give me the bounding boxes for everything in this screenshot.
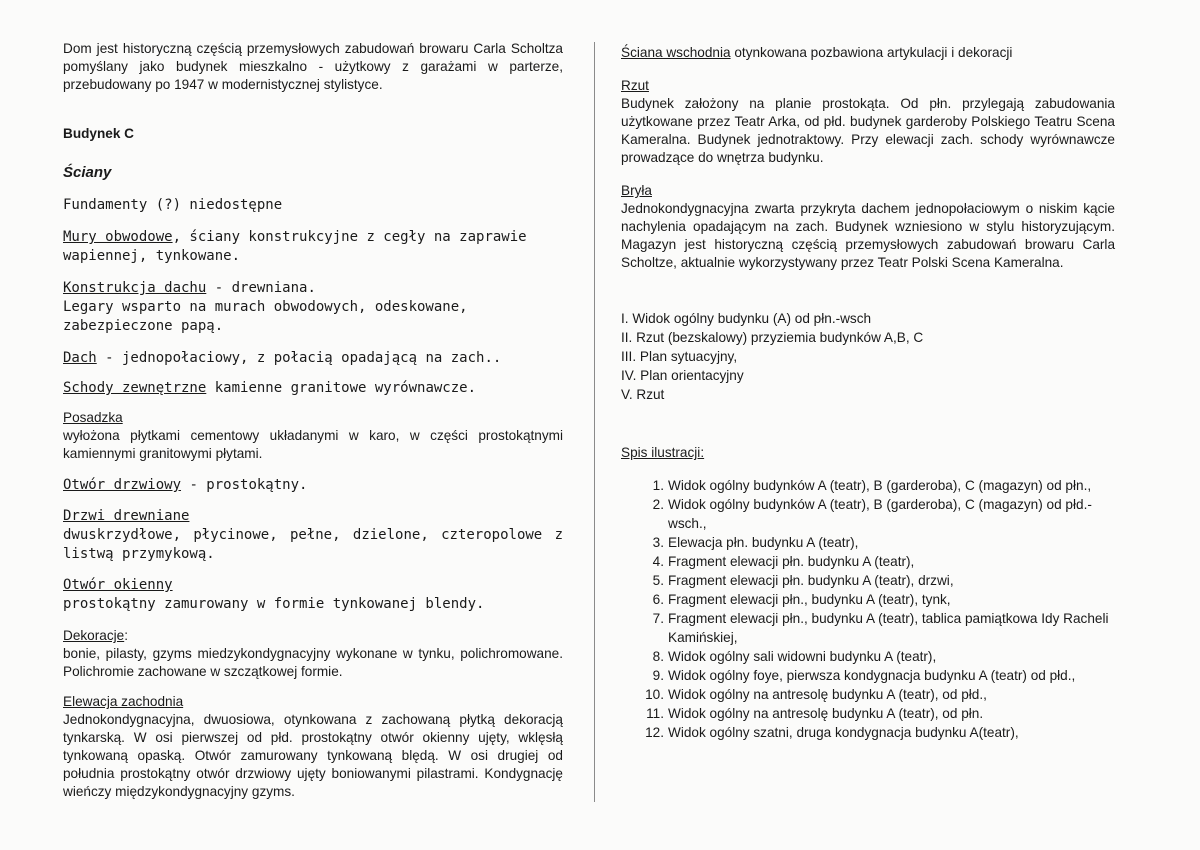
stairs-paragraph xyxy=(63,379,563,398)
wooden-door-text: dwuskrzydłowe, płycinowe, pełne, dzielone, czteropolowe z listwą przymykową. xyxy=(63,527,563,562)
roof-structure-label: Konstrukcja dachu xyxy=(63,280,207,296)
roof-text: - jednopołaciowy, z połacią opadającą na zach.. xyxy=(96,350,502,366)
building-heading: Budynek C xyxy=(63,126,135,141)
figure-caption: Elewacja płn. budynku A (teatr), xyxy=(668,535,859,550)
figure-item xyxy=(639,533,1115,552)
foundations-text: Fundamenty (?) niedostępne xyxy=(63,197,283,213)
door-opening-label: Otwór drzwiowy xyxy=(63,477,182,493)
figure-number: 6. xyxy=(652,592,664,607)
figure-item xyxy=(639,609,1115,647)
plan-paragraph xyxy=(621,77,1115,167)
figure-item xyxy=(639,552,1115,571)
figure-number: 12. xyxy=(645,725,664,740)
figure-caption: Fragment elewacji płn., budynku A (teatr), tablica pamiątkowa Idy Racheli Kamińskiej, xyxy=(668,611,1109,645)
plan-text: Budynek założony na planie prostokąta. Od płn. przylegają zabudowania użytkowane przez Teatr Arka, od płd. budynek garderoby Polskiego Teatru Scena Kameralna. Budynek jednotraktowy. Przy elewacji zach. schody wyrównawcze prowadzące do wnętrza budynku. xyxy=(621,96,1115,165)
east-wall-label: Ściana wschodnia xyxy=(621,45,731,60)
mass-label: Bryła xyxy=(621,183,652,198)
window-label: Otwór okienny xyxy=(63,577,173,593)
decoration-text: bonie, pilasty, gzyms miedzykondygnacyjny wykonane w tynku, polichromowane. Polichromie zachowane w szczątkowej formie. xyxy=(63,646,563,679)
window-text: prostokątny zamurowany w formie tynkowanej blendy. xyxy=(63,596,485,612)
right-column xyxy=(621,40,1115,742)
left-column xyxy=(63,40,563,801)
wooden-door-label: Drzwi drewniane xyxy=(63,508,190,524)
mass-text: Jednokondygnacyjna zwarta przykryta dachem jednopołaciowym o niskim kącie nachylenia opadającym na zach. Budynek wzniesiono w stylu historyzującym. Magazyn jest historyczną częścią przemysłowych zabudowań browaru Carla Scholtze, aktualnie wykorzystywany przez Teatr Polski Scena Kameralna. xyxy=(621,201,1115,270)
roof-structure-paragraph xyxy=(63,279,563,336)
walls-heading: Ściany xyxy=(63,164,112,181)
door-opening-paragraph xyxy=(63,476,563,495)
floor-paragraph xyxy=(63,409,563,463)
figure-caption: Widok ogólny szatni, druga kondygnacja budynku A(teatr), xyxy=(668,725,1019,740)
figure-caption: Widok ogólny sali widowni budynku A (teatr), xyxy=(668,649,937,664)
intro-paragraph: Dom jest historyczną częścią przemysłowych zabudowań browaru Carla Scholtza pomyślany jako budynek mieszkalno - użytkowy z garażami w parterze, przebudowany po 1947 w modernistycznej stylistyce. xyxy=(63,41,563,92)
figure-caption: Widok ogólny foye, pierwsza kondygnacja budynku A (teatr) od płd., xyxy=(668,668,1076,683)
figure-number: 10. xyxy=(645,687,664,702)
figure-item xyxy=(639,704,1115,723)
mass-paragraph xyxy=(621,182,1115,272)
roof-paragraph xyxy=(63,349,563,368)
drawings-list xyxy=(621,309,1115,404)
floor-label: Posadzka xyxy=(63,410,123,425)
window-paragraph xyxy=(63,576,563,614)
figure-caption: Widok ogólny na antresolę budynku A (teatr), od płn. xyxy=(668,706,984,721)
figure-item xyxy=(639,666,1115,685)
door-opening-text: - prostokątny. xyxy=(181,477,308,493)
east-wall-text: otynkowana pozbawiona artykulacji i dekoracji xyxy=(730,45,1013,60)
figure-number: 3. xyxy=(652,535,664,550)
figure-caption: Widok ogólny budynków A (teatr), B (garderoba), C (magazyn) od płd.-wsch., xyxy=(668,497,1092,531)
figure-caption: Fragment elewacji płn., budynku A (teatr), tynk, xyxy=(668,592,951,607)
figure-item xyxy=(639,685,1115,704)
drawings-list-item: II. Rzut (bezskalowy) przyziemia budynków A,B, C xyxy=(621,330,924,345)
column-divider xyxy=(594,42,595,802)
drawings-list-item: IV. Plan orientacyjny xyxy=(621,368,744,383)
figure-item xyxy=(639,723,1115,742)
figure-item xyxy=(639,571,1115,590)
figure-number: 5. xyxy=(652,573,664,588)
figure-number: 11. xyxy=(646,706,664,721)
wooden-door-paragraph xyxy=(63,507,563,564)
figure-item xyxy=(639,647,1115,666)
decoration-colon: : xyxy=(124,628,128,643)
figure-item xyxy=(639,476,1115,495)
east-wall-paragraph xyxy=(621,44,1115,62)
roof-structure-text-2: Legary wsparto na murach obwodowych, odeskowane, zabezpieczone papą. xyxy=(63,299,468,334)
outer-walls-label: Mury obwodowe xyxy=(63,229,173,245)
figure-caption: Widok ogólny budynków A (teatr), B (garderoba), C (magazyn) od płn., xyxy=(668,478,1092,493)
figure-caption: Widok ogólny na antresolę budynku A (teatr), od płd., xyxy=(668,687,987,702)
drawings-list-item: III. Plan sytuacyjny, xyxy=(621,349,738,364)
west-elevation-text: Jednokondygnacyjna, dwuosiowa, otynkowana z zachowaną płytką dekoracją tynkarską. W osi pierwszej od płd. prostokątny otwór okienny ujęty, wklęsłą tynkowaną opaską. Otwór zamurowany tynkowaną blędą. W osi drugiej od południa prostokątny otwór drzwiowy ujęty boniowanymi pilastrami. Kondygnację wieńczy międzykondygnacyjny gzyms. xyxy=(63,712,563,799)
figure-number: 8. xyxy=(652,649,664,664)
figure-caption: Fragment elewacji płn. budynku A (teatr), drzwi, xyxy=(668,573,954,588)
outer-walls-paragraph xyxy=(63,228,563,266)
figure-caption: Fragment elewacji płn. budynku A (teatr), xyxy=(668,554,915,569)
stairs-label: Schody zewnętrzne xyxy=(63,380,207,396)
figures-heading: Spis ilustracji: xyxy=(621,445,705,460)
stairs-text: kamienne granitowe wyrównawcze. xyxy=(206,380,477,396)
floor-text: wyłożona płytkami cementowy układanymi w karo, w części prostokątnymi kamiennymi granitowymi płytami. xyxy=(63,428,563,461)
roof-label: Dach xyxy=(63,350,97,366)
drawings-list-item: I. Widok ogólny budynku (A) od płn.-wsch xyxy=(621,311,872,326)
roof-structure-text: - drewniana. xyxy=(206,280,316,296)
figure-number: 4. xyxy=(652,554,664,569)
west-elevation-paragraph xyxy=(63,693,563,801)
figure-number: 2. xyxy=(652,497,664,512)
figure-number: 1. xyxy=(652,478,664,493)
decoration-paragraph xyxy=(63,627,563,681)
figure-item xyxy=(639,590,1115,609)
figure-number: 7. xyxy=(652,611,664,626)
outer-walls-text: , ściany konstrukcyjne z cegły na zaprawie wapiennej, tynkowane. xyxy=(63,229,527,264)
figures-list xyxy=(621,476,1115,742)
west-elevation-label: Elewacja zachodnia xyxy=(63,694,184,709)
decoration-label: Dekoracje xyxy=(63,628,125,643)
drawings-list-item: V. Rzut xyxy=(621,387,665,402)
figure-item xyxy=(639,495,1115,533)
figure-number: 9. xyxy=(652,668,664,683)
plan-label: Rzut xyxy=(621,78,649,93)
